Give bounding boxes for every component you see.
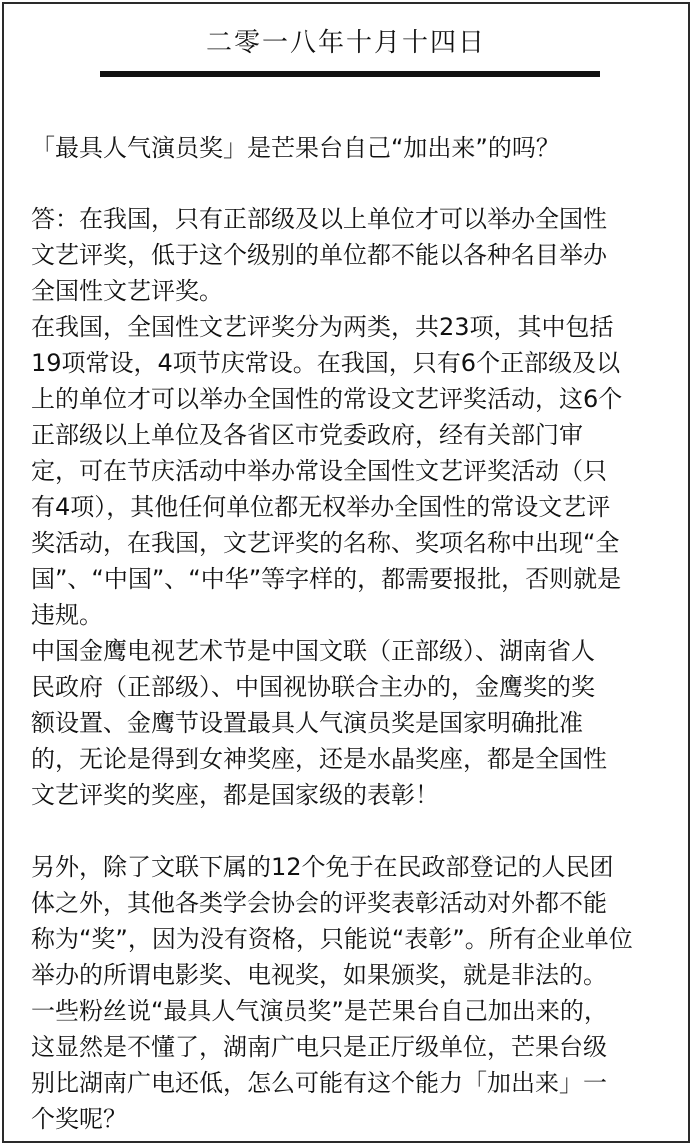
answer-line: 全国性文艺评奖。 (31, 277, 223, 305)
answer-line: 国”、“中国”、“中华”等字样的，都需要报批，否则就是 (31, 565, 622, 593)
answer-line: 在我国，全国性文艺评奖分为两类，共23项，其中包括 (31, 313, 614, 341)
answer-paragraph (31, 201, 671, 813)
answer-line: 答：在我国，只有正部级及以上单位才可以举办全国性 (31, 205, 607, 233)
article-body (31, 130, 671, 1137)
answer-line: 文艺评奖的奖座，都是国家级的表彰！ (31, 781, 439, 809)
extra-line: 这显然是不懂了，湖南广电只是正厅级单位，芒果台级 (31, 1033, 607, 1061)
answer-line: 的，无论是得到女神奖座，还是水晶奖座，都是全国性 (31, 745, 607, 773)
answer-line: 定，可在节庆活动中举办常设全国性文艺评奖活动（只 (31, 457, 607, 485)
question-text: 「最具人气演员奖」是芒果台自己“加出来”的吗？ (31, 134, 560, 162)
extra-line: 体之外，其他各类学会协会的评奖表彰活动对外都不能 (31, 889, 607, 917)
answer-line: 文艺评奖，低于这个级别的单位都不能以各种名目举办 (31, 241, 607, 269)
extra-paragraph (31, 849, 671, 1137)
extra-line: 称为“奖”，因为没有资格，只能说“表彰”。所有企业单位 (31, 925, 633, 953)
answer-line: 民政府（正部级）、中国视协联合主办的，金鹰奖的奖 (31, 673, 595, 701)
answer-line: 上的单位才可以举办全国性的常设文艺评奖活动，这6个 (31, 385, 623, 413)
page-frame (2, 2, 690, 1143)
extra-line: 另外，除了文联下属的12个免于在民政部登记的人民团 (31, 853, 614, 881)
date-heading: 二零一八年十月十四日 (205, 28, 486, 58)
answer-line: 正部级以上单位及各省区市党委政府，经有关部门审 (31, 421, 583, 449)
answer-line: 中国金鹰电视艺术节是中国文联（正部级）、湖南省人 (31, 637, 595, 665)
extra-line: 一些粉丝说“最具人气演员奖”是芒果台自己加出来的， (31, 997, 608, 1025)
heading-divider (100, 71, 600, 77)
spacer (31, 813, 671, 849)
answer-line: 额设置、金鹰节设置最具人气演员奖是国家明确批准 (31, 709, 583, 737)
extra-line: 举办的所谓电影奖、电视奖，如果颁奖，就是非法的。 (31, 961, 607, 989)
extra-line: 个奖呢？ (31, 1105, 127, 1133)
answer-line: 19项常设，4项节庆常设。在我国，只有6个正部级及以 (31, 349, 621, 377)
answer-line: 有4项），其他任何单位都无权举办全国性的常设文艺评 (31, 493, 611, 521)
answer-line: 违规。 (31, 601, 103, 629)
spacer (31, 166, 671, 201)
extra-line: 别比湖南广电还低，怎么可能有这个能力「加出来」一 (31, 1069, 607, 1097)
question-line (31, 130, 671, 166)
answer-line: 奖活动，在我国，文艺评奖的名称、奖项名称中出现“全 (31, 529, 620, 557)
